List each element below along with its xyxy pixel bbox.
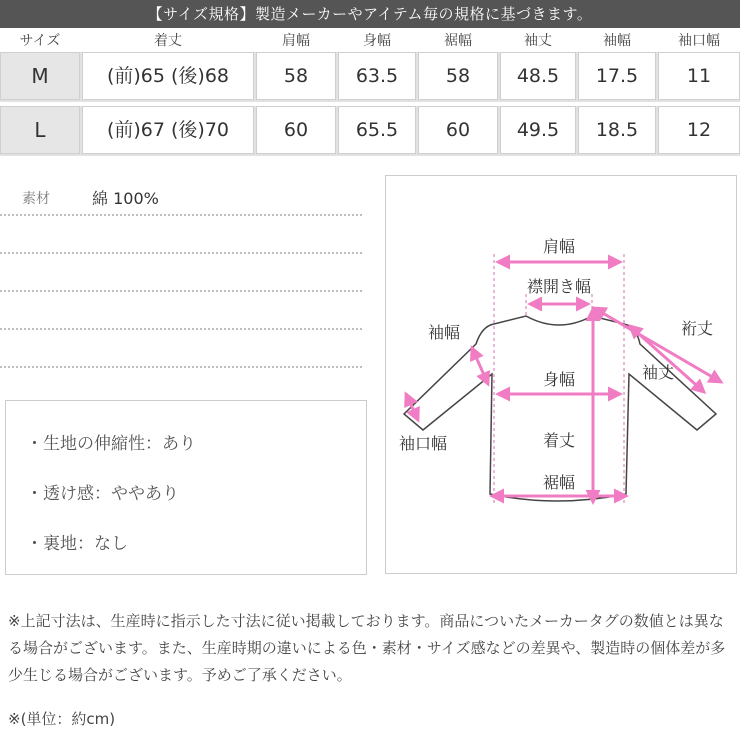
body-width-label: 身幅 <box>542 370 576 389</box>
table-row <box>0 106 740 156</box>
neck-label: 襟開き幅 <box>526 277 592 296</box>
body-width-cell: 63.5 <box>338 52 416 100</box>
divider <box>0 214 362 216</box>
size-cell: L <box>0 106 80 154</box>
divider <box>0 290 362 292</box>
header-sleeve-width: 袖幅 <box>603 33 631 49</box>
measurement-diagram <box>385 175 737 574</box>
shoulder-cell: 60 <box>256 106 336 154</box>
header-size: サイズ <box>19 33 61 49</box>
size-cell: M <box>0 52 80 100</box>
shoulder-label: 肩幅 <box>542 237 576 256</box>
sleeve-length-label: 袖丈 <box>641 363 675 382</box>
fabric-features-box <box>5 400 367 575</box>
shoulder-cell: 58 <box>256 52 336 100</box>
length-label: 着丈 <box>542 431 576 450</box>
divider <box>0 366 362 368</box>
body-width-cell: 65.5 <box>338 106 416 154</box>
sleeve-width-label: 袖幅 <box>427 323 461 342</box>
hem-label: 裾幅 <box>542 473 576 492</box>
header-length: 着丈 <box>154 33 182 49</box>
header-hem-width: 裾幅 <box>444 33 472 49</box>
garment-diagram <box>386 176 736 573</box>
hem-width-cell: 58 <box>418 52 498 100</box>
table-row <box>0 52 740 102</box>
unit-note: ※(単位：約cm) <box>8 710 116 728</box>
length-cell: (前)67 (後)70 <box>82 106 254 154</box>
cuff-width-cell: 12 <box>658 106 740 154</box>
material-value: 綿 100% <box>92 189 159 208</box>
header-sleeve-length: 袖丈 <box>524 33 552 49</box>
header-cuff-width: 袖口幅 <box>678 33 720 49</box>
sleeve-length-cell: 48.5 <box>500 52 576 100</box>
cuff-label: 袖口幅 <box>398 434 448 453</box>
total-sleeve-label: 裄丈 <box>680 319 714 338</box>
feature-sheerness: ・透け感：ややあり <box>26 484 179 504</box>
divider <box>0 328 362 330</box>
hem-width-cell: 60 <box>418 106 498 154</box>
sleeve-width-cell: 18.5 <box>578 106 656 154</box>
header-body-width: 身幅 <box>363 33 391 49</box>
sleeve-width-cell: 17.5 <box>578 52 656 100</box>
length-cell: (前)65 (後)68 <box>82 52 254 100</box>
cuff-width-cell: 11 <box>658 52 740 100</box>
size-spec-banner: 【サイズ規格】製造メーカーやアイテム毎の規格に基づきます。 <box>0 0 740 28</box>
divider <box>0 252 362 254</box>
feature-lining: ・裏地：なし <box>26 534 128 554</box>
disclaimer-note: ※上記寸法は、生産時に指示した寸法に従い掲載しております。商品についたメーカータグの数値とは異なる場合がございます。また、生産時期の違いによる色・素材・サイズ感などの差異や、製造時の個体差が多少生じる場合がございます。予めご了承ください。 <box>8 612 726 684</box>
material-label: 素材 <box>22 191 50 207</box>
sleeve-length-cell: 49.5 <box>500 106 576 154</box>
feature-stretch: ・生地の伸縮性：あり <box>26 434 196 454</box>
header-shoulder: 肩幅 <box>282 33 310 49</box>
